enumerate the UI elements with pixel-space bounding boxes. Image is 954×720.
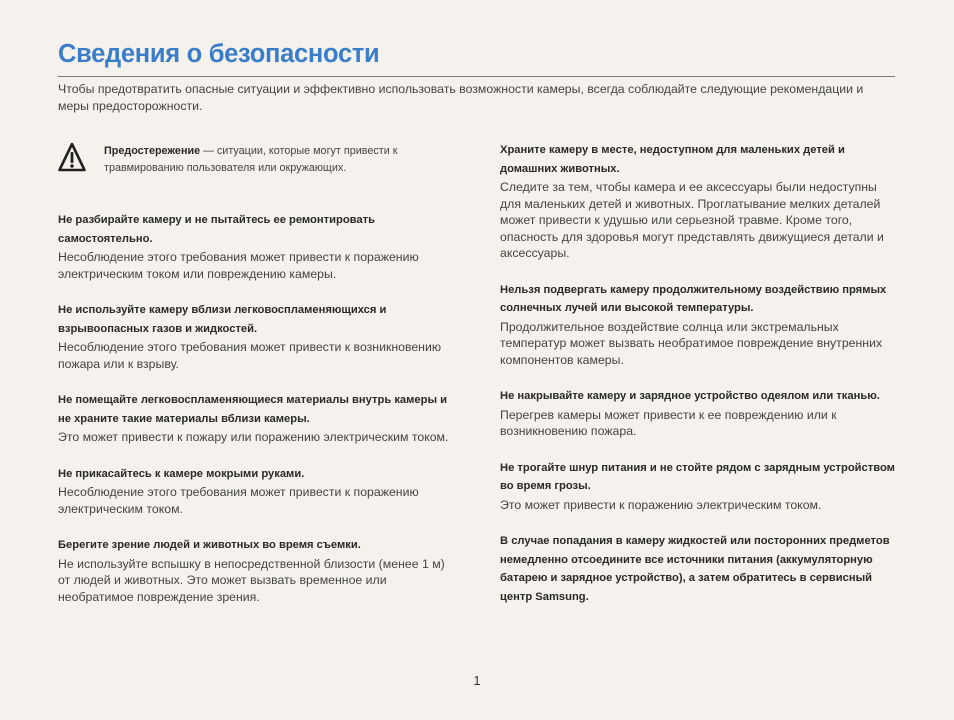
safety-item-heading: Не прикасайтесь к камере мокрыми руками. (58, 467, 305, 480)
safety-item-heading: В случае попадания в камеру жидкостей или посторонних предметов немедленно отсоедините все источники питания (аккумуляторную батарею и зарядное устройство), а затем обратитесь в сервисный центр Samsung. (500, 535, 890, 603)
safety-item-body: Следите за тем, чтобы камера и ее аксессуары были недоступны для маленьких детей и животных. Проглатывание мелких деталей может привести к удушью или серьезной травме. Кроме того, опасность для здоровья могут представлять движущиеся детали и аксессуары. (500, 180, 884, 260)
warning-description (104, 143, 458, 176)
safety-item-heading: Не помещайте легковоспламеняющиеся материалы внутрь камеры и не храните такие материалы вблизи камеры. (58, 394, 448, 425)
safety-item-heading: Берегите зрение людей и животных во время съемки. (58, 539, 361, 551)
safety-item-body: Продолжительное воздействие солнца или экстремальных температур может вызвать необратимое повреждение внутренних компонентов камеры. (500, 319, 883, 367)
safety-item-body: Это может привести к поражению электрическим током. (500, 497, 822, 512)
right-column (500, 141, 895, 625)
safety-item-body: Несоблюдение этого требования может привести к поражению электрическим током. (58, 485, 419, 516)
safety-item (58, 465, 458, 518)
warning-label: Предостережение (104, 145, 201, 157)
safety-item-heading: Храните камеру в месте, недоступном для маленьких детей и домашних животных. (500, 144, 845, 175)
left-column (58, 141, 458, 624)
safety-item (500, 281, 895, 369)
safety-item-body: Это может привести к пожару или поражению электрическим током. (58, 430, 449, 444)
safety-item-heading: Не разбирайте камеру и не пытайтесь ее ремонтировать самостоятельно. (58, 214, 375, 245)
safety-item-body: Несоблюдение этого требования может привести к поражению электрическим током или повреждению камеры. (58, 250, 419, 281)
warning-legend (58, 141, 458, 176)
safety-item-heading: Не используйте камеру вблизи легковоспламеняющихся и взрывоопасных газов и жидкостей. (58, 304, 387, 335)
safety-item (500, 459, 895, 514)
safety-item (58, 536, 458, 605)
safety-item (58, 211, 458, 282)
safety-item-heading: Не трогайте шнур питания и не стойте рядом с зарядным устройством во время грозы. (500, 461, 895, 492)
safety-item (500, 387, 895, 440)
safety-item-body: Несоблюдение этого требования может привести к возникновению пожара или к взрыву. (58, 340, 442, 371)
safety-item-heading: Нельзя подвергать камеру продолжительному воздействию прямых солнечных лучей или высокой температуры. (500, 283, 887, 314)
page-title: Сведения о безопасности (58, 40, 380, 68)
safety-item (58, 301, 458, 372)
safety-item (500, 141, 895, 262)
page-number: 1 (473, 673, 481, 688)
safety-item-heading: Не накрывайте камеру и зарядное устройство одеялом или тканью. (500, 390, 880, 402)
warning-triangle-icon (58, 141, 86, 175)
warning-text: — ситуации, которые могут привести к травмированию пользователя или окружающих. (104, 145, 398, 174)
safety-item (58, 391, 458, 446)
safety-item-body: Не используйте вспышку в непосредственной близости (менее 1 м) от людей и животных. Это может вызвать временное или необратимое повреждение зрения. (58, 556, 445, 604)
safety-item (500, 532, 895, 606)
title-divider (58, 76, 895, 77)
intro-text: Чтобы предотвратить опасные ситуации и эффективно использовать возможности камеры, всегда соблюдайте следующие рекомендации и меры предосторожности. (58, 82, 864, 113)
safety-item-body: Перегрев камеры может привести к ее повреждению или к возникновению пожара. (500, 407, 837, 438)
